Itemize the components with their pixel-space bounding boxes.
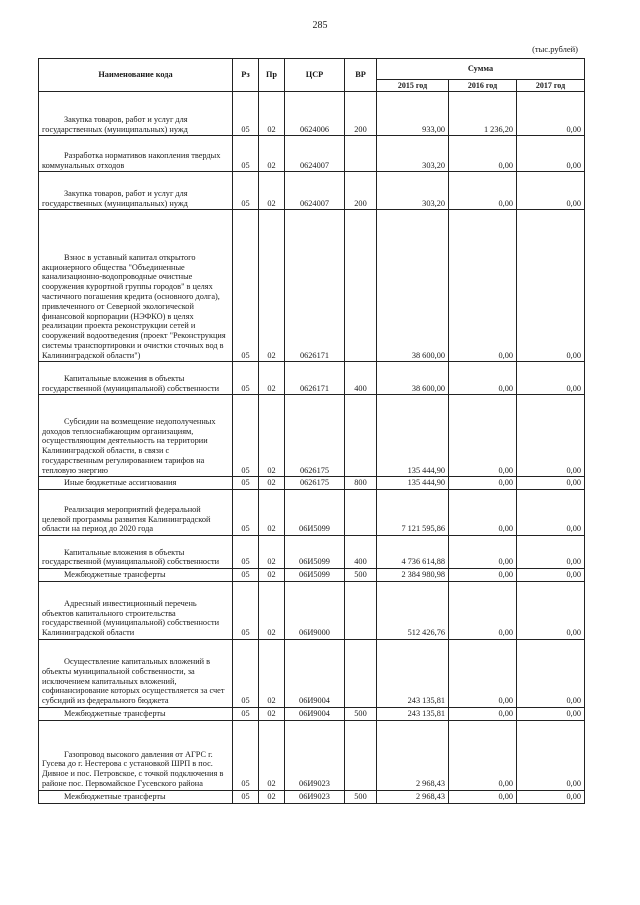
table-row — [39, 569, 585, 582]
row-name: Адресный инвестиционный перечень объектов капитального строительства государственной (муниципальной) собственности Калининградской области — [39, 582, 233, 640]
row-2016: 0,00 — [449, 395, 517, 477]
row-csr: 06И9023 — [285, 720, 345, 790]
row-csr: 06И5099 — [285, 569, 345, 582]
row-csr: 0626171 — [285, 362, 345, 395]
row-name: Реализация мероприятий федеральной целевой программы развития Калининградской области на период до 2020 года — [39, 490, 233, 536]
table-row — [39, 790, 585, 803]
row-2015: 2 968,43 — [377, 720, 449, 790]
row-name: Иные бюджетные ассигнования — [39, 477, 233, 490]
row-2015: 135 444,90 — [377, 477, 449, 490]
row-pr: 02 — [259, 708, 285, 721]
row-csr: 06И9004 — [285, 640, 345, 708]
header-2016: 2016 год — [449, 80, 517, 92]
header-sum: Сумма — [377, 59, 585, 80]
row-pr: 02 — [259, 172, 285, 210]
table-row — [39, 362, 585, 395]
row-pr: 02 — [259, 640, 285, 708]
row-csr: 0626175 — [285, 395, 345, 477]
row-rz: 05 — [233, 362, 259, 395]
row-vr — [345, 720, 377, 790]
row-csr: 06И9023 — [285, 790, 345, 803]
row-vr: 400 — [345, 536, 377, 569]
row-2017: 0,00 — [517, 790, 585, 803]
header-vr: ВР — [345, 59, 377, 92]
row-2016: 0,00 — [449, 569, 517, 582]
row-2016: 0,00 — [449, 362, 517, 395]
row-2015: 303,20 — [377, 136, 449, 172]
row-name: Закупка товаров, работ и услуг для государственных (муниципальных) нужд — [39, 92, 233, 136]
row-2015: 933,00 — [377, 92, 449, 136]
row-csr: 0626171 — [285, 210, 345, 362]
row-pr: 02 — [259, 720, 285, 790]
row-vr: 400 — [345, 362, 377, 395]
row-2017: 0,00 — [517, 210, 585, 362]
table-row — [39, 136, 585, 172]
row-name: Взнос в уставный капитал открытого акционерного общества "Объединенные канализационно-водопроводные очистные сооружения курортной группы городов" в целях частичного погашения кредита (основного долга), привлеченного от Северной экологической финансовой корпорации (НЭФКО) в целях реализации проекта реконструкции сетей и сооружений водоотведения (проект "Реконструкция системы транспортировки и очистки сточных вод в Калининградской области") — [39, 210, 233, 362]
row-name: Закупка товаров, работ и услуг для государственных (муниципальных) нужд — [39, 172, 233, 210]
row-vr: 500 — [345, 569, 377, 582]
row-2016: 0,00 — [449, 210, 517, 362]
table-row — [39, 582, 585, 640]
table-row — [39, 210, 585, 362]
row-vr: 200 — [345, 172, 377, 210]
row-rz: 05 — [233, 582, 259, 640]
table-row — [39, 172, 585, 210]
row-name: Разработка нормативов накопления твердых коммунальных отходов — [39, 136, 233, 172]
row-vr — [345, 395, 377, 477]
row-vr: 500 — [345, 708, 377, 721]
row-2015: 303,20 — [377, 172, 449, 210]
row-vr — [345, 136, 377, 172]
budget-table — [38, 58, 585, 804]
row-2015: 7 121 595,86 — [377, 490, 449, 536]
row-name: Капитальные вложения в объекты государственной (муниципальной) собственности — [39, 362, 233, 395]
row-rz: 05 — [233, 569, 259, 582]
table-row — [39, 640, 585, 708]
row-2016: 0,00 — [449, 708, 517, 721]
table-row — [39, 708, 585, 721]
row-vr — [345, 490, 377, 536]
row-pr: 02 — [259, 536, 285, 569]
row-2015: 38 600,00 — [377, 362, 449, 395]
row-2015: 243 135,81 — [377, 640, 449, 708]
table-row — [39, 536, 585, 569]
row-rz: 05 — [233, 210, 259, 362]
row-pr: 02 — [259, 362, 285, 395]
row-vr — [345, 210, 377, 362]
row-2016: 1 236,20 — [449, 92, 517, 136]
header-2015: 2015 год — [377, 80, 449, 92]
row-2015: 38 600,00 — [377, 210, 449, 362]
row-rz: 05 — [233, 92, 259, 136]
header-row — [39, 59, 585, 80]
row-rz: 05 — [233, 640, 259, 708]
row-name: Субсидии на возмещение недополученных доходов теплоснабжающим организациям, осуществляющим деятельность на территории Калининградской области, в связи с государственным регулированием тарифов на тепловую энергию — [39, 395, 233, 477]
row-2017: 0,00 — [517, 490, 585, 536]
row-csr: 06И9004 — [285, 708, 345, 721]
table-row — [39, 720, 585, 790]
row-2016: 0,00 — [449, 477, 517, 490]
row-2015: 4 736 614,88 — [377, 536, 449, 569]
row-pr: 02 — [259, 790, 285, 803]
row-csr: 0624006 — [285, 92, 345, 136]
page-number: 285 — [312, 20, 328, 31]
row-pr: 02 — [259, 136, 285, 172]
header-pr: Пр — [259, 59, 285, 92]
row-pr: 02 — [259, 569, 285, 582]
row-csr: 0624007 — [285, 136, 345, 172]
row-2017: 0,00 — [517, 172, 585, 210]
row-2016: 0,00 — [449, 136, 517, 172]
table-row — [39, 490, 585, 536]
row-pr: 02 — [259, 210, 285, 362]
row-2016: 0,00 — [449, 490, 517, 536]
row-rz: 05 — [233, 790, 259, 803]
row-2017: 0,00 — [517, 536, 585, 569]
row-2017: 0,00 — [517, 569, 585, 582]
row-csr: 06И5099 — [285, 490, 345, 536]
row-csr: 0624007 — [285, 172, 345, 210]
row-rz: 05 — [233, 477, 259, 490]
row-2016: 0,00 — [449, 720, 517, 790]
table-row — [39, 395, 585, 477]
row-rz: 05 — [233, 536, 259, 569]
row-2016: 0,00 — [449, 582, 517, 640]
row-name: Межбюджетные трансферты — [39, 569, 233, 582]
row-2016: 0,00 — [449, 536, 517, 569]
row-pr: 02 — [259, 490, 285, 536]
header-name: Наименование кода — [39, 59, 233, 92]
row-2015: 512 426,76 — [377, 582, 449, 640]
row-vr — [345, 582, 377, 640]
row-rz: 05 — [233, 708, 259, 721]
row-vr: 200 — [345, 92, 377, 136]
row-2017: 0,00 — [517, 477, 585, 490]
row-name: Капитальные вложения в объекты государственной (муниципальной) собственности — [39, 536, 233, 569]
row-vr — [345, 640, 377, 708]
row-name: Осуществление капитальных вложений в объекты муниципальной собственности, за исключением капитальных вложений, софинансирование которых осуществляется за счет субсидий из федерального бюджета — [39, 640, 233, 708]
row-2017: 0,00 — [517, 395, 585, 477]
row-rz: 05 — [233, 490, 259, 536]
row-2017: 0,00 — [517, 708, 585, 721]
table-row — [39, 92, 585, 136]
row-rz: 05 — [233, 720, 259, 790]
row-2017: 0,00 — [517, 640, 585, 708]
row-pr: 02 — [259, 582, 285, 640]
row-2015: 2 968,43 — [377, 790, 449, 803]
row-2016: 0,00 — [449, 790, 517, 803]
row-name: Газопровод высокого давления от АГРС г. Гусева до г. Нестерова с установкой ШРП в пос. Дивное и пос. Петровское, с точкой подключения в районе пос. Первомайское Гусевского района — [39, 720, 233, 790]
row-2015: 135 444,90 — [377, 395, 449, 477]
row-name: Межбюджетные трансферты — [39, 708, 233, 721]
row-pr: 02 — [259, 395, 285, 477]
row-2017: 0,00 — [517, 92, 585, 136]
row-2017: 0,00 — [517, 582, 585, 640]
row-csr: 06И9000 — [285, 582, 345, 640]
row-rz: 05 — [233, 172, 259, 210]
table-row — [39, 477, 585, 490]
row-2017: 0,00 — [517, 362, 585, 395]
units-note: (тыс.рублей) — [532, 44, 578, 54]
header-2017: 2017 год — [517, 80, 585, 92]
row-2017: 0,00 — [517, 136, 585, 172]
row-vr: 800 — [345, 477, 377, 490]
row-name: Межбюджетные трансферты — [39, 790, 233, 803]
row-pr: 02 — [259, 92, 285, 136]
header-rz: Рз — [233, 59, 259, 92]
row-2016: 0,00 — [449, 172, 517, 210]
header-csr: ЦСР — [285, 59, 345, 92]
row-csr: 0626175 — [285, 477, 345, 490]
row-2015: 2 384 980,98 — [377, 569, 449, 582]
row-rz: 05 — [233, 136, 259, 172]
row-vr: 500 — [345, 790, 377, 803]
row-2017: 0,00 — [517, 720, 585, 790]
row-rz: 05 — [233, 395, 259, 477]
row-csr: 06И5099 — [285, 536, 345, 569]
row-pr: 02 — [259, 477, 285, 490]
row-2015: 243 135,81 — [377, 708, 449, 721]
row-2016: 0,00 — [449, 640, 517, 708]
